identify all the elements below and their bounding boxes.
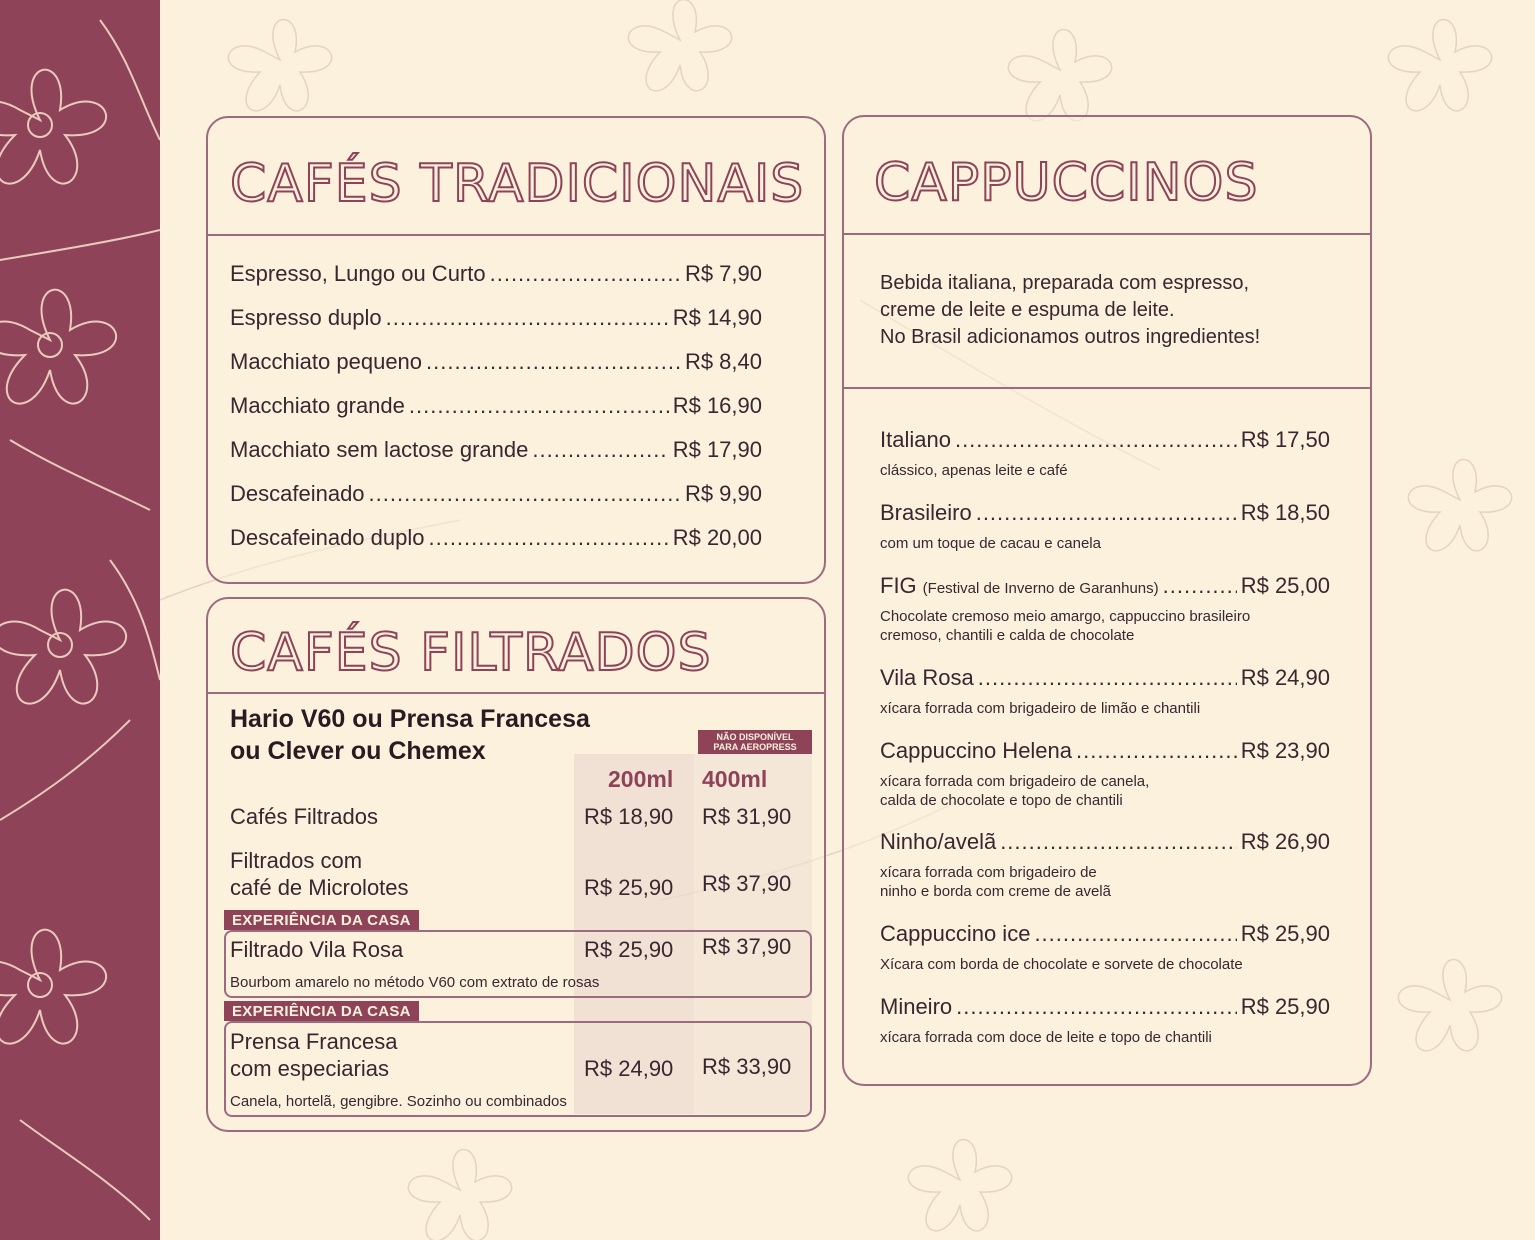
menu-item: FIG (Festival de Inverno de Garanhuns) ..... R$ 25,00 xyxy=(880,573,1330,599)
menu-item: Macchiato sem lactose grande ..... R$ 17,90 xyxy=(230,437,762,463)
filtrados-subtitle: ou Clever ou Chemex xyxy=(230,737,486,765)
menu-item-price: R$ 25,90 xyxy=(584,937,674,962)
cappuccino-intro: Bebida italiana, preparada com espresso, xyxy=(880,272,1250,294)
menu-item: Descafeinado duplo ..... R$ 20,00 xyxy=(230,525,762,551)
menu-item: Espresso, Lungo ou Curto ..... R$ 7,90 xyxy=(230,261,762,287)
menu-item-description: Chocolate cremoso meio amargo, cappuccino brasileiro xyxy=(880,608,1251,625)
menu-item-description: xícara forrada com doce de leite e topo de chantili xyxy=(880,1029,1212,1046)
menu-item: Cappuccino ice ..... R$ 25,90 xyxy=(880,921,1330,947)
section-title: CAFÉS TRADICIONAIS xyxy=(230,154,805,214)
menu-item-description: clássico, apenas leite e café xyxy=(880,462,1068,479)
menu-item-price: R$ 37,90 xyxy=(702,934,792,959)
menu-item-description: xícara forrada com brigadeiro de limão e chantili xyxy=(880,700,1201,717)
menu-item-price: R$ 25,90 xyxy=(584,875,674,900)
menu-item-description: cremoso, chantili e calda de chocolate xyxy=(880,627,1135,644)
menu-item-description: com um toque de cacau e canela xyxy=(880,535,1101,552)
divider xyxy=(844,233,1370,235)
filtrados-subtitle: Hario V60 ou Prensa Francesa xyxy=(230,705,590,733)
experiencia-tag: EXPERIÊNCIA DA CASA xyxy=(224,910,419,930)
menu-item: Descafeinado ..... R$ 9,90 xyxy=(230,481,762,507)
menu-item: Mineiro ..... R$ 25,90 xyxy=(880,994,1330,1020)
cappuccino-intro: No Brasil adicionamos outros ingredientes! xyxy=(880,326,1261,348)
menu-item: Vila Rosa ..... R$ 24,90 xyxy=(880,665,1330,691)
cappuccino-intro: creme de leite e espuma de leite. xyxy=(880,299,1175,321)
divider xyxy=(208,692,824,694)
menu-item-name: Filtrado Vila Rosa xyxy=(230,937,404,962)
menu-item-name: com especiarias xyxy=(230,1056,389,1081)
menu-item: Cappuccino Helena ..... R$ 23,90 xyxy=(880,738,1330,764)
menu-item-name: Filtrados com xyxy=(230,848,363,873)
menu-item: Italiano ..... R$ 17,50 xyxy=(880,427,1330,453)
menu-item-price: R$ 18,90 xyxy=(584,804,674,829)
menu-item: Espresso duplo ..... R$ 14,90 xyxy=(230,305,762,331)
menu-item: Ninho/avelã ..... R$ 26,90 xyxy=(880,829,1330,855)
menu-item-description: Canela, hortelã, gengibre. Sozinho ou combinados xyxy=(230,1093,567,1110)
experiencia-tag: EXPERIÊNCIA DA CASA xyxy=(224,1001,419,1021)
cafes-tradicionais-card xyxy=(206,116,826,584)
menu-item-name: Cafés Filtrados xyxy=(230,804,378,829)
cappuccinos-card xyxy=(842,115,1372,1086)
section-title: CAPPUCCINOS xyxy=(874,153,1259,213)
menu-item-description: calda de chocolate e topo de chantili xyxy=(880,792,1123,809)
decorative-side-band xyxy=(0,0,160,1240)
column-header-400ml: 400ml xyxy=(702,766,768,792)
cafes-filtrados-card xyxy=(206,597,826,1132)
menu-item: Macchiato grande ..... R$ 16,90 xyxy=(230,393,762,419)
fig-note: (Festival de Inverno de Garanhuns) xyxy=(922,580,1159,597)
divider xyxy=(208,234,824,236)
menu-item-description: ninho e borda com creme de avelã xyxy=(880,883,1111,900)
menu-item-description: Xícara com borda de chocolate e sorvete de chocolate xyxy=(880,956,1243,973)
menu-item-name: café de Microlotes xyxy=(230,875,409,900)
menu-item: Macchiato pequeno ..... R$ 8,40 xyxy=(230,349,762,375)
column-header-200ml: 200ml xyxy=(608,766,674,792)
menu-item: Brasileiro ..... R$ 18,50 xyxy=(880,500,1330,526)
menu-item-price: R$ 33,90 xyxy=(702,1054,792,1079)
section-title: CAFÉS FILTRADOS xyxy=(230,623,712,683)
menu-item-description: xícara forrada com brigadeiro de xyxy=(880,864,1097,881)
menu-item-name: Prensa Francesa xyxy=(230,1029,398,1054)
menu-item-price: R$ 31,90 xyxy=(702,804,792,829)
floral-pattern-icon xyxy=(0,0,160,1240)
aeropress-badge: NÃO DISPONÍVEL PARA AEROPRESS xyxy=(698,730,812,754)
menu-item-price: R$ 24,90 xyxy=(584,1056,674,1081)
menu-item-price: R$ 37,90 xyxy=(702,871,792,896)
menu-item-description: xícara forrada com brigadeiro de canela, xyxy=(880,773,1150,790)
menu-item-description: Bourbom amarelo no método V60 com extrato de rosas xyxy=(230,974,600,991)
divider xyxy=(844,387,1370,389)
